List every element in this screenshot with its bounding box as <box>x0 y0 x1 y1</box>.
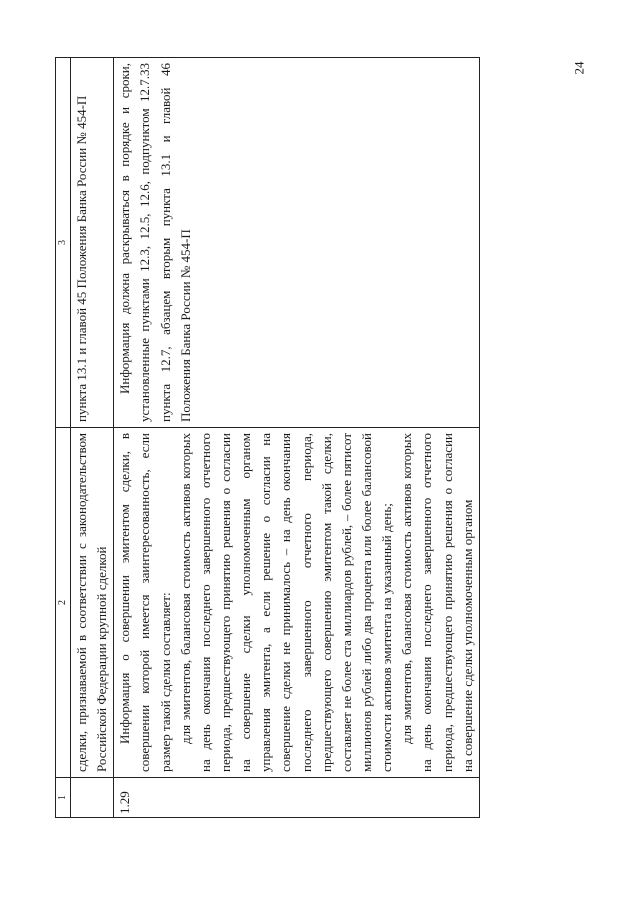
description-paragraph: для эмитентов, балансовая стоимость активов которых на день окончания последнего завершенного отчетного периода, предшествующего принятию решения о согласии на совершение сделки уполномоченным органом управления эмитента, а если решение о согласии на совершение сделки не принималось – на день окончания последнего завершенного отчетного периода, предшествующего совершению эмитентом такой сделки, составляет не более ста миллиардов рублей, – более пятисот миллионов рублей либо два процента или более балансовой стоимости активов эмитента на указанный день; <box>177 433 395 772</box>
continuation-col2: сделки, признаваемой в соответствии с законодательством Российской Федерации крупной сделкой <box>71 428 114 778</box>
description-paragraph: Информация о совершении эмитентом сделки, в совершении которой имеется заинтересованность, если размер такой сделки составляет: <box>117 433 173 772</box>
header-cell-2: 2 <box>56 428 71 778</box>
description-paragraph: для эмитентов, балансовая стоимость активов которых на день окончания последнего завершенного отчетного периода, предшествующего принятию решения о согласии на совершение сделки уполномоченным органом <box>399 433 475 772</box>
row-number-cell: 1.29 <box>114 778 480 818</box>
rotated-page-content <box>55 58 575 818</box>
page-number <box>573 60 613 80</box>
row-description-cell <box>114 428 480 778</box>
header-cell-1: 1 <box>56 778 71 818</box>
table-row-continuation <box>71 58 114 818</box>
continuation-col3: пункта 13.1 и главой 45 Положения Банка России № 454-П <box>71 58 114 428</box>
requirement-paragraph: Информация должна раскрываться в порядке и сроки, установленные пунктами 12.3, 12.5, 12.6, подпунктом 12.7.33 пункта 12.7, абзацем вторым пункта 13.1 и главой 46 Положения Банка России № 454-П <box>117 63 193 422</box>
header-cell-3: 3 <box>56 58 71 428</box>
row-requirement-cell <box>114 58 480 428</box>
page-number-text: 24 <box>571 61 587 75</box>
row-number-cell <box>71 778 114 818</box>
disclosure-table <box>55 57 480 818</box>
table-header-row <box>56 58 71 818</box>
table-row-1-29 <box>114 58 480 818</box>
